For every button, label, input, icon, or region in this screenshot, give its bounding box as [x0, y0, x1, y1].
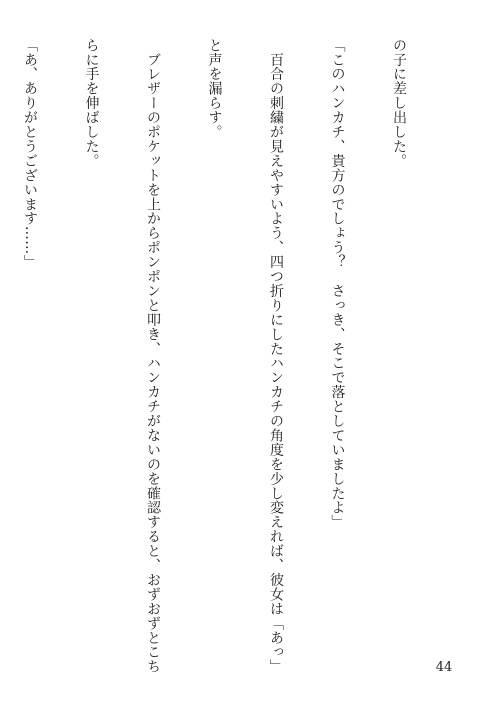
- text-line: の子に差し出した。: [391, 38, 407, 169]
- text-line: ブレザーのポケットを上からポンポンと叩き、ハンカチがないのを確認すると、おずおずとこち: [145, 38, 161, 674]
- text-line: 百合の刺繍が見えやすいよう、四つ折りにしたハンカチの角度を少し変えれば、彼女は「あっ」: [268, 38, 284, 674]
- text-line: 「このハンカチ、貴方のでしょう？ さっき、そこで落としていましたよ」: [329, 38, 346, 530]
- text-line: らに手を伸ばした。: [83, 38, 100, 169]
- text-line: 「あ、ありがとうございます……」: [22, 38, 38, 270]
- page-number: 44: [435, 660, 453, 675]
- text-line: と声を漏らす。: [206, 38, 223, 140]
